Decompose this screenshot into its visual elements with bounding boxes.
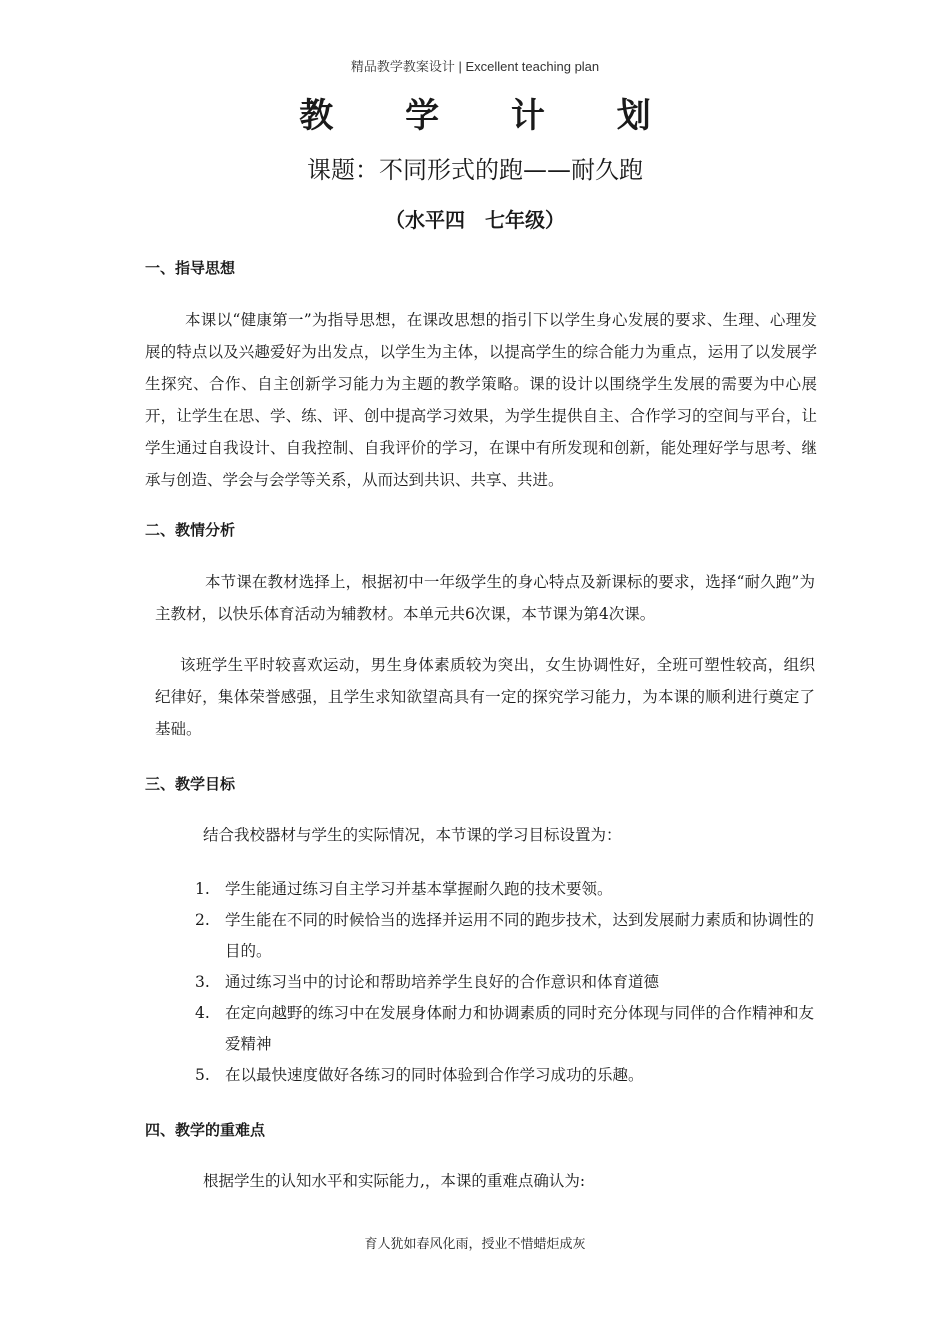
list-item-number: 2.: [195, 911, 210, 929]
list-item: [195, 1060, 815, 1091]
list-item: [195, 967, 815, 998]
analysis-paragraph-1: 本节课在教材选择上，根据初中一年级学生的身心特点及新课标的要求，选择“耐久跑”为主教材，以快乐体育活动为辅教材。本单元共6次课，本节课为第4次课。: [155, 573, 815, 623]
section-heading-analysis: 二、教情分析: [145, 521, 236, 539]
guiding-ideology-paragraph: 本课以“健康第一”为指导思想，在课改思想的指引下以学生身心发展的要求、生理、心理发展的特点以及兴趣爱好为出发点，以学生为主体，以提高学生的综合能力为重点，运用了以发展学生探究、合作、自主创新学习能力为主题的教学策略。课的设计以围绕学生发展的需要为中心展开，让学生在思、学、练、评、创中提高学习效果，为学生提供自主、合作学习的空间与平台，让学生通过自我设计、自我控制、自我评价的学习，在课中有所发现和创新，能处理好学与思考、继承与创造、学会与会学等关系，从而达到共识、共享、共进。: [145, 311, 817, 489]
grade-level: （水平四 七年级）: [385, 208, 565, 232]
section-heading-guiding-ideology: 一、指导思想: [145, 259, 236, 277]
objectives-list: [195, 874, 815, 1091]
list-item-text: 在定向越野的练习中在发展身体耐力和协调素质的同时充分体现与同伴的合作精神和友爱精神: [225, 1004, 815, 1053]
list-item: [195, 905, 815, 967]
list-item-number: 4.: [195, 1004, 210, 1022]
list-item-number: 1.: [195, 880, 210, 898]
page-header: 精品教学教案设计 | Excellent teaching plan: [350, 59, 600, 74]
list-item-text: 学生能在不同的时候恰当的选择并运用不同的跑步技术，达到发展耐力素质和协调性的目的。: [225, 911, 815, 960]
list-item-number: 5.: [195, 1066, 210, 1084]
list-item-text: 在以最快速度做好各练习的同时体验到合作学习成功的乐趣。: [225, 1066, 644, 1084]
document-title: 教 学 计 划: [299, 96, 681, 136]
section-heading-objectives: 三、教学目标: [145, 775, 236, 793]
section-heading-key-points: 四、教学的重难点: [145, 1121, 266, 1139]
list-item: [195, 874, 815, 905]
objectives-intro: 结合我校器材与学生的实际情况，本节课的学习目标设置为：: [203, 826, 622, 844]
key-points-intro: 根据学生的认知水平和实际能力,，本课的重难点确认为:: [203, 1172, 586, 1190]
page-footer: 育人犹如春风化雨，授业不惜蜡炬成灰: [364, 1237, 586, 1252]
document-subtitle: 课题：不同形式的跑——耐久跑: [307, 156, 643, 184]
list-item-number: 3.: [195, 973, 210, 991]
list-item-text: 通过练习当中的讨论和帮助培养学生良好的合作意识和体育道德: [225, 973, 660, 991]
list-item: [195, 998, 815, 1060]
list-item-text: 学生能通过练习自主学习并基本掌握耐久跑的技术要领。: [225, 880, 613, 898]
analysis-paragraph-2: 该班学生平时较喜欢运动，男生身体素质较为突出，女生协调性好，全班可塑性较高，组织纪律好，集体荣誉感强，且学生求知欲望高具有一定的探究学习能力，为本课的顺利进行奠定了基础。: [155, 656, 815, 738]
